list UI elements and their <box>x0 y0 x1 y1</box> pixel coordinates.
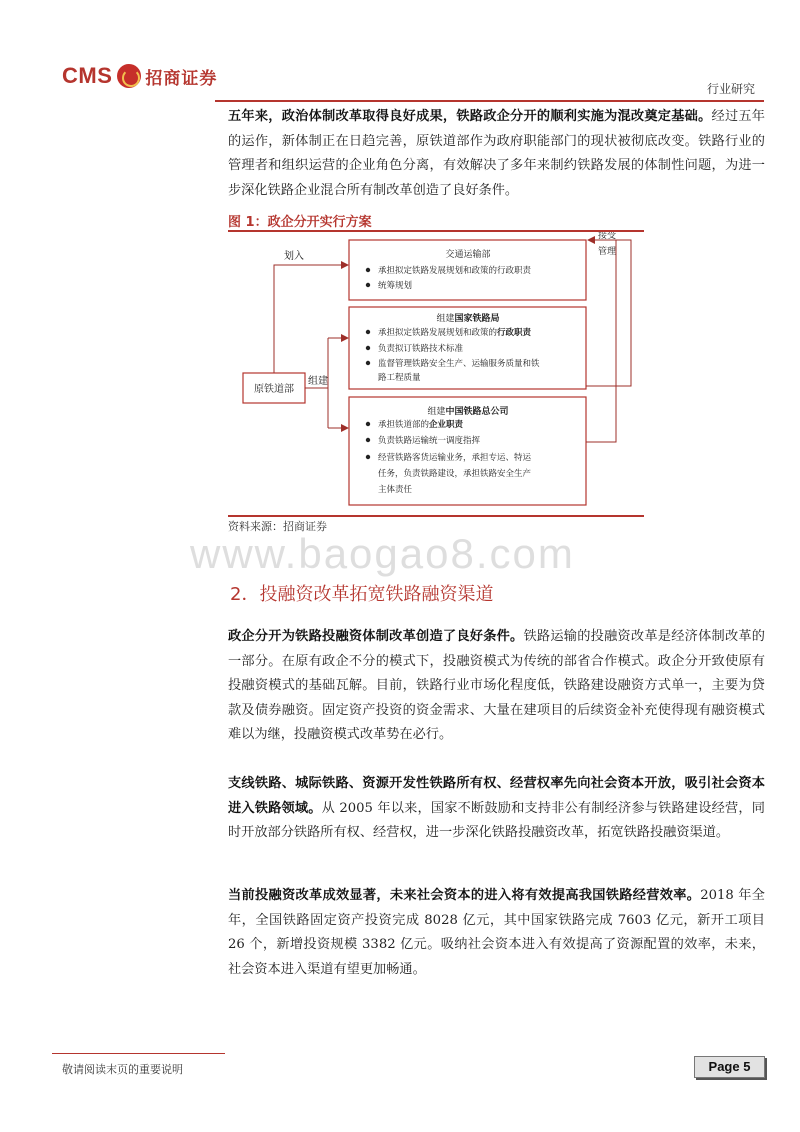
accept-loop-corp <box>586 240 616 442</box>
paragraph-results-lead: 当前投融资改革成效显著，未来社会资本的进入将有效提高我国铁路经营效率。 <box>228 888 701 903</box>
bullet-icon <box>366 438 370 442</box>
railway-bureau-item-cont: 路工程质量 <box>378 373 421 383</box>
figure-source: 资料来源：招商证券 <box>228 520 327 533</box>
paragraph-results <box>228 884 765 982</box>
company-logo <box>62 62 217 90</box>
form-label: 组建 <box>308 376 328 387</box>
footer-divider <box>52 1053 225 1054</box>
railway-corp-item1-bold: 企业职责 <box>429 420 464 430</box>
accept-label-2: 管理 <box>598 247 617 257</box>
transfer-label: 划入 <box>284 251 304 262</box>
railway-corp-item1-pre: 承担铁道部的 <box>378 420 430 430</box>
header-divider <box>215 100 764 102</box>
logo-cms-text: CMS <box>62 63 113 88</box>
ministry-box-label: 原铁道部 <box>254 384 294 395</box>
railway-corp-item-cont: 任务，负责铁路建设，承担铁路安全生产 <box>378 469 532 479</box>
railway-corp-item <box>378 419 464 430</box>
paragraph-branch-lines <box>228 772 765 846</box>
org-diagram <box>228 232 644 515</box>
logo-cn-text: 招商证券 <box>145 68 218 89</box>
paragraph-intro-body: 经过五年的运作，新体制正在日趋完善，原铁道部作为政府职能部门的现状被彻底改变。铁路行业的管理者和组织运营的企业角色分离，有效解决了多年来制约铁路发展的体制性问题，为进一步深化铁路企业混合所有制改革创造了良好条件。 <box>228 109 765 198</box>
railway-corp-item: 负责铁路运输统一调度指挥 <box>378 436 481 446</box>
paragraph-financing <box>228 625 765 748</box>
transfer-arrow <box>274 265 348 373</box>
paragraph-branch-lines-lead: 支线铁路、城际铁路、资源开发性铁路所有权、经营权率先向社会资本开放，吸引社会资本进入铁路领域。 <box>228 776 765 816</box>
paragraph-intro-lead: 五年来，政治体制改革取得良好成果，铁路政企分开的顺利实施为混改奠定基础。 <box>228 109 712 124</box>
bullet-icon <box>366 422 370 426</box>
bullet-icon <box>366 361 370 365</box>
bullet-icon <box>366 455 370 459</box>
paragraph-results-body: 2018 年全年，全国铁路固定资产投资完成 8028 亿元，其中国家铁路完成 7603 亿元，新开工项目 26 个，新增投资规模 3382 亿元。吸纳社会资本进入有效提高了资源配置的效率，未来，社会资本进入渠道有望更加畅通。 <box>228 888 765 977</box>
page-number: Page 5 <box>694 1056 765 1078</box>
railway-corp-item-cont: 主体责任 <box>378 485 413 495</box>
bullet-icon <box>366 330 370 334</box>
railway-corp-title-name: 中国铁路总公司 <box>445 407 509 417</box>
railway-bureau-title <box>436 312 499 324</box>
paragraph-financing-body: 铁路运输的投融资改革是经济体制改革的一部分。在原有政企不分的模式下，投融资模式为传统的部省合作模式。政企分开致使原有投融资模式的基础瓦解。目前，铁路行业市场化程度低，铁路建设融资方式单一，主要为贷款及债券融资。固定资产投资的资金需求、大量在建项目的后续资金补充使得现有融资模式难以为继，投融资模式改革势在必行。 <box>228 629 765 742</box>
railway-corp-title-pre: 组建 <box>427 407 446 417</box>
railway-bureau-item1-pre: 承担拟定铁路发展规划和政策的 <box>378 328 498 338</box>
railway-bureau-item1-bold: 行政职责 <box>497 328 532 338</box>
figure-title: 图 1：政企分开实行方案 <box>228 215 372 230</box>
bullet-icon <box>366 268 370 272</box>
railway-bureau-title-name: 国家铁路局 <box>454 314 500 324</box>
paragraph-financing-lead: 政企分开为铁路投融资体制改革创造了良好条件。 <box>228 629 524 644</box>
figure-bottom-rule <box>228 515 644 517</box>
logo-mark-icon <box>117 64 141 88</box>
railway-corp-title <box>427 405 508 417</box>
accept-loop-bureau <box>586 240 631 386</box>
footer-disclaimer-note: 敬请阅读末页的重要说明 <box>62 1063 183 1076</box>
paragraph-branch-lines-body: 从 2005 年以来，国家不断鼓励和支持非公有制经济参与铁路建设经营，同时开放部分铁路所有权、经营权，进一步深化铁路投融资改革，拓宽铁路投融资渠道。 <box>228 800 765 840</box>
transport-ministry-item: 统筹规划 <box>378 281 413 291</box>
railway-bureau-item <box>378 327 532 338</box>
railway-corp-item: 经营铁路客货运输业务，承担专运、特运 <box>378 453 532 463</box>
railway-bureau-title-pre: 组建 <box>436 314 455 324</box>
bullet-icon <box>366 346 370 350</box>
transport-ministry-title: 交通运输部 <box>445 250 491 260</box>
transport-ministry-item: 承担拟定铁路发展规划和政策的行政职责 <box>378 266 532 276</box>
railway-bureau-item: 监督管理铁路安全生产、运输服务质量和铁 <box>378 359 540 369</box>
accept-label-1: 接受 <box>598 232 617 241</box>
section-title: 2．投融资改革拓宽铁路融资渠道 <box>230 584 494 605</box>
railway-bureau-item: 负责拟订铁路技术标准 <box>378 344 464 354</box>
report-type-tag: 行业研究 <box>707 82 756 96</box>
paragraph-intro <box>228 105 765 203</box>
bullet-icon <box>366 283 370 287</box>
watermark: www.baogao8.com <box>190 530 575 577</box>
